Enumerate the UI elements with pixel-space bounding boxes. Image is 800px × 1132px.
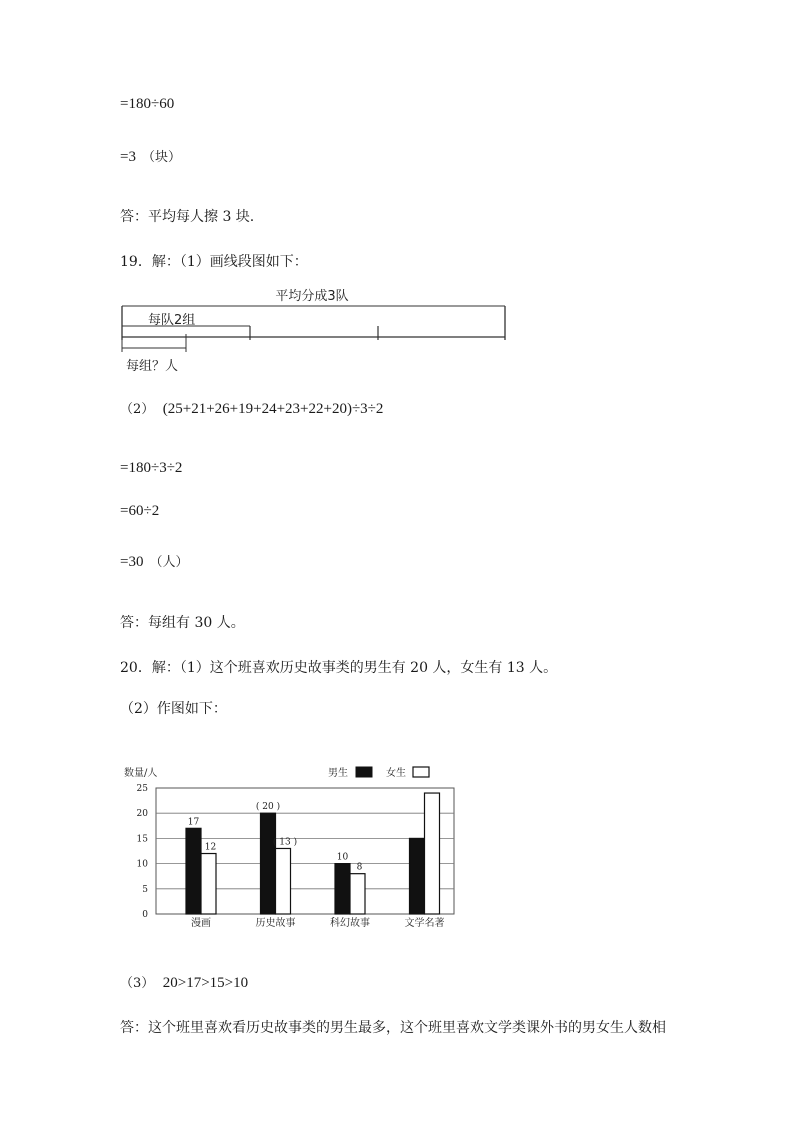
y-tick-label: 15 bbox=[136, 834, 148, 845]
bar-male bbox=[186, 828, 201, 914]
bar-male bbox=[261, 813, 276, 914]
y-axis-label: 数量/人 bbox=[124, 768, 158, 779]
bar-chart bbox=[118, 758, 464, 930]
legend-male-label: 男生 bbox=[328, 768, 348, 779]
calc-value: =3 bbox=[120, 149, 136, 165]
bar-male bbox=[335, 864, 350, 914]
bar-female bbox=[425, 793, 440, 914]
calc-unit: （块） bbox=[141, 149, 181, 164]
x-tick-label: 科幻故事 bbox=[330, 918, 370, 929]
x-tick-label: 漫画 bbox=[191, 918, 211, 929]
data-label-male: 10 bbox=[336, 852, 349, 863]
calc-line-5 bbox=[120, 551, 188, 571]
y-tick-label: 20 bbox=[136, 809, 148, 820]
y-tick-label: 10 bbox=[136, 859, 148, 870]
data-label-female: 12 bbox=[204, 842, 217, 853]
bar-female bbox=[201, 854, 216, 914]
calc-line-2 bbox=[120, 146, 181, 166]
segment-diagram bbox=[116, 282, 516, 376]
part-label: （2） bbox=[120, 402, 155, 417]
expression: 20>17>15>10 bbox=[162, 975, 249, 991]
answer-18: 答：平均每人擦 3 块. bbox=[120, 209, 255, 225]
legend-female-label: 女生 bbox=[386, 768, 406, 779]
question-19-2 bbox=[120, 398, 383, 418]
question-20-2: （2）作图如下： bbox=[120, 701, 227, 717]
y-tick-label: 25 bbox=[136, 784, 148, 794]
x-tick-label: 历史故事 bbox=[255, 918, 296, 929]
group-label: 每组？人 bbox=[126, 359, 179, 374]
legend-female-swatch bbox=[413, 767, 429, 777]
legend-male-swatch bbox=[356, 767, 372, 777]
data-label-male: ( 20 ) bbox=[255, 802, 281, 813]
y-tick-label: 0 bbox=[142, 910, 148, 920]
total-label: 平均分成3队 bbox=[275, 289, 349, 304]
part-label: （3） bbox=[120, 976, 155, 991]
calc-line-4: =60÷2 bbox=[120, 503, 160, 519]
y-tick-label: 5 bbox=[142, 884, 148, 895]
team-label: 每队2组 bbox=[148, 313, 196, 328]
data-label-female: 8 bbox=[356, 862, 363, 873]
bar-female bbox=[350, 874, 365, 914]
answer-20: 答：这个班里喜欢看历史故事类的男生最多，这个班里喜欢文学类课外书的男女生人数相 bbox=[120, 1020, 666, 1036]
bar-female bbox=[276, 848, 291, 914]
legend bbox=[328, 766, 429, 779]
expression: (25+21+26+19+24+23+22+20)÷3÷2 bbox=[162, 401, 384, 417]
bar-male bbox=[410, 838, 425, 914]
data-label-male: 17 bbox=[187, 817, 200, 828]
calc-value: =30 bbox=[120, 554, 144, 570]
data-label-female: ( 13 ) bbox=[272, 837, 298, 848]
calc-line-3: =180÷3÷2 bbox=[120, 460, 183, 476]
question-19: 19．解：（1）画线段图如下： bbox=[120, 254, 308, 270]
x-tick-label: 文学名著 bbox=[404, 918, 445, 929]
answer-19: 答：每组有 30 人。 bbox=[120, 615, 245, 631]
question-20: 20．解：（1）这个班喜欢历史故事类的男生有 20 人，女生有 13 人。 bbox=[120, 660, 558, 676]
calc-line-1: =180÷60 bbox=[120, 96, 175, 112]
question-20-3 bbox=[120, 972, 248, 992]
calc-unit: （人） bbox=[149, 554, 189, 569]
